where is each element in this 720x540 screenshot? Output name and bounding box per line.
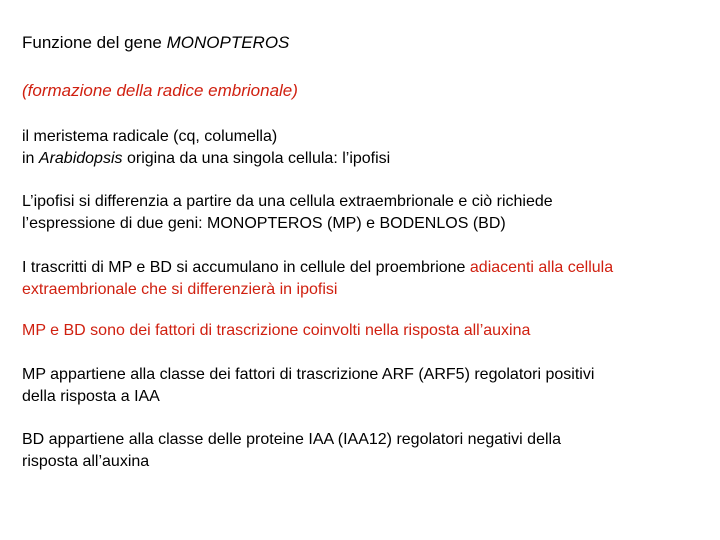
paragraph-2-line-1: L’ipofisi si differenzia a partire da una cellula extraembrionale e ciò richiede <box>22 193 553 210</box>
paragraph-2-line-2: l’espressione di due geni: MONOPTEROS (MP) e BODENLOS (BD) <box>22 215 506 232</box>
paragraph-6-line-2: risposta all’auxina <box>22 453 150 470</box>
paragraph-4: MP e BD sono dei fattori di trascrizione coinvolti nella risposta all’auxina <box>22 322 531 339</box>
species-name: Arabidopsis <box>38 150 123 167</box>
paragraph-3-line-2: extraembrionale che si differenzierà in ipofisi <box>22 281 338 298</box>
slide-subtitle: (formazione della radice embrionale) <box>22 81 298 100</box>
title-gene: MONOPTEROS <box>166 33 290 52</box>
paragraph-3-highlight: adiacenti alla cellula <box>469 259 614 276</box>
paragraph-6-line-1: BD appartiene alla classe delle proteine IAA (IAA12) regolatori negativi della <box>22 431 561 448</box>
slide-title <box>22 32 289 54</box>
paragraph-1-prefix: in <box>22 150 39 167</box>
paragraph-1-line-1: il meristema radicale (cq, columella) <box>22 128 278 145</box>
paragraph-5-line-2: della risposta a IAA <box>22 388 160 405</box>
paragraph-1-line-2 <box>22 148 390 170</box>
paragraph-3-line-1 <box>22 257 613 279</box>
title-prefix: Funzione del gene <box>22 33 167 52</box>
paragraph-3-text: I trascritti di MP e BD si accumulano in cellule del proembrione <box>22 259 470 276</box>
paragraph-1-suffix: origina da una singola cellula: l’ipofisi <box>122 150 391 167</box>
paragraph-5-line-1: MP appartiene alla classe dei fattori di trascrizione ARF (ARF5) regolatori positivi <box>22 366 595 383</box>
